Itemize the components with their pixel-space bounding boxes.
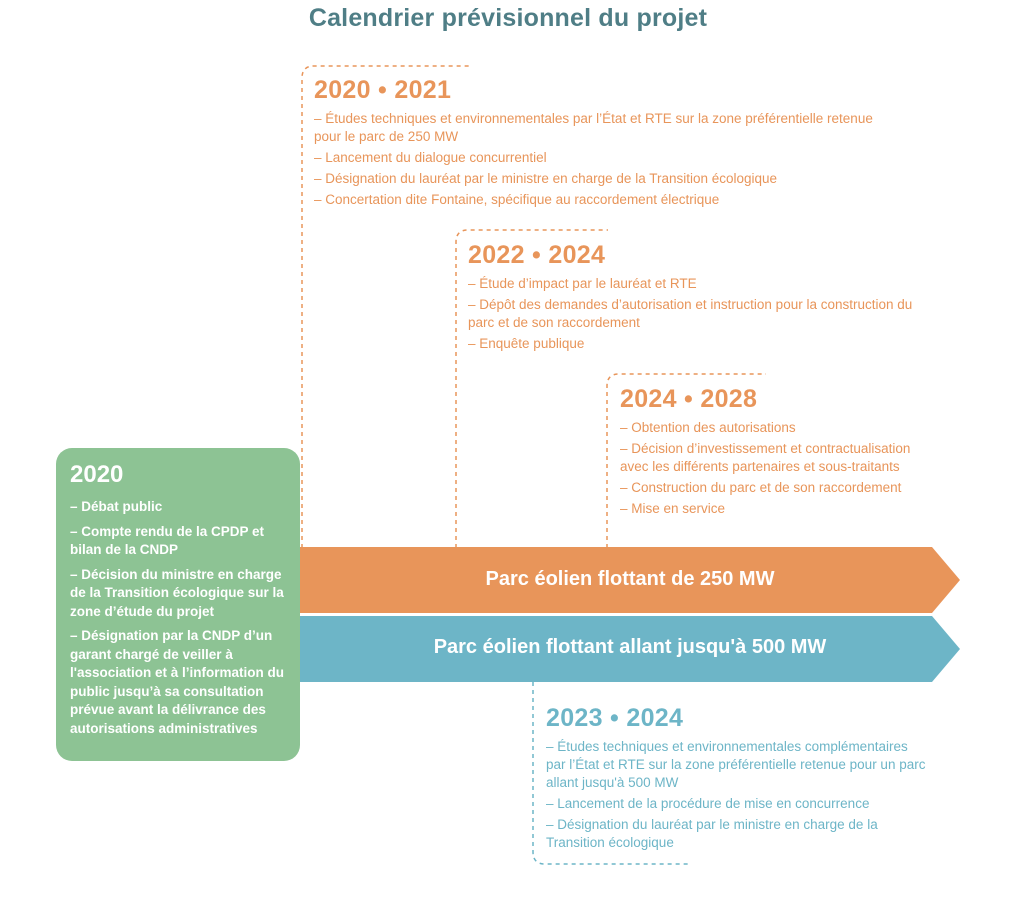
list-item: – Dépôt des demandes d’autorisation et instruction pour la construction du parc et de son raccordement bbox=[468, 297, 913, 330]
list-item: – Désignation par la CNDP d’un garant chargé de veiller à l'association et à l’information du public jusqu’à sa consultation prévue avant la délivrance des autorisations administratives bbox=[70, 628, 284, 736]
phase-2020-year: 2020 bbox=[70, 461, 124, 488]
phase-year: 2022 • 2024 bbox=[468, 241, 606, 269]
list-item: – Études techniques et environnementales complémentaires par l’État et RTE sur la zone préférentielle retenue pour un parc allant jusqu'à 500 MW bbox=[546, 739, 926, 790]
list-item: – Mise en service bbox=[620, 501, 726, 516]
list-item: – Construction du parc et de son raccordement bbox=[620, 480, 902, 495]
phase-year: 2023 • 2024 bbox=[546, 704, 684, 732]
orange-arrow-label: Parc éolien flottant de 250 MW bbox=[485, 568, 775, 590]
phase-list bbox=[314, 110, 894, 209]
list-item: – Lancement de la procédure de mise en concurrence bbox=[546, 796, 870, 811]
phase-2023-2024 bbox=[546, 704, 926, 855]
phase-2024-2028 bbox=[620, 385, 930, 521]
list-item: – Obtention des autorisations bbox=[620, 420, 796, 435]
list-item: – Décision du ministre en charge de la Transition écologique sur la zone d’étude du projet bbox=[70, 566, 284, 619]
phase-year: 2024 • 2028 bbox=[620, 385, 758, 413]
phase-2020-box bbox=[56, 448, 300, 761]
list-item: – Décision d’investissement et contractualisation avec les différents partenaires et sous-traitants bbox=[620, 441, 911, 474]
phase-list bbox=[468, 275, 918, 353]
list-item: – Lancement du dialogue concurrentiel bbox=[314, 150, 547, 165]
list-item: – Désignation du lauréat par le ministre en charge de la Transition écologique bbox=[546, 817, 878, 850]
list-item: – Désignation du lauréat par le ministre en charge de la Transition écologique bbox=[314, 171, 778, 186]
list-item: – Étude d’impact par le lauréat et RTE bbox=[468, 276, 697, 291]
list-item: – Débat public bbox=[70, 499, 163, 514]
list-item: – Compte rendu de la CPDP et bilan de la CNDP bbox=[70, 523, 265, 557]
list-item: – Études techniques et environnementales par l’État et RTE sur la zone préférentielle retenue pour le parc de 250 MW bbox=[314, 111, 873, 144]
page-title: Calendrier prévisionnel du projet bbox=[308, 4, 708, 32]
blue-arrow-label: Parc éolien flottant allant jusqu'à 500 MW bbox=[433, 636, 827, 658]
phase-list bbox=[620, 419, 930, 518]
phase-2020-2021 bbox=[314, 76, 894, 212]
phase-list bbox=[546, 738, 926, 852]
list-item: – Enquête publique bbox=[468, 336, 585, 351]
list-item: – Concertation dite Fontaine, spécifique au raccordement électrique bbox=[314, 192, 720, 207]
phase-2020-list bbox=[70, 498, 288, 738]
phase-year: 2020 • 2021 bbox=[314, 76, 452, 104]
phase-2022-2024 bbox=[468, 241, 918, 356]
